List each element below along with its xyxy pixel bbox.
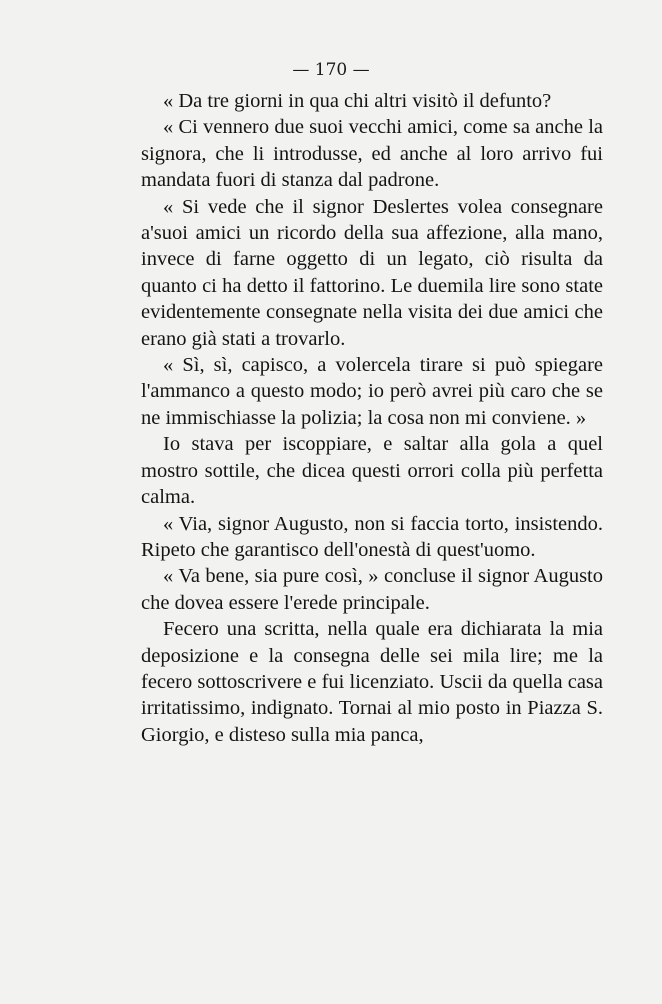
page-number: — 170 — [292,60,370,80]
paragraph: « Sì, sì, capisco, a volercela tirare si può spiegare l'ammanco a questo modo; io però avrei più caro che se ne immischiasse la polizia; la cosa non mi conviene. » [141,354,603,429]
paragraph: Io stava per iscoppiare, e saltar alla gola a quel mostro sottile, che dicea questi orrori colla più perfetta calma. [141,433,603,509]
body-text [141,88,603,748]
paragraph: « Via, signor Augusto, non si faccia torto, insistendo. Ripeto che garantisco dell'onestà di quest'uomo. [141,512,603,561]
paragraph: « Da tre giorni in qua chi altri visitò il defunto? [163,90,552,112]
paragraph: « Ci vennero due suoi vecchi amici, come sa anche la signora, che li introdusse, ed anche al loro arrivo fui mandata fuori di stanza dal padrone. [141,116,603,192]
paragraph: « Va bene, sia pure così, » concluse il signor Augusto che dovea essere l'erede principale. [141,565,603,614]
paragraph: « Si vede che il signor Deslertes volea consegnare a'suoi amici un ricordo della sua affezione, alla mano, invece di farne oggetto di un legato, ciò risulta da quanto ci ha detto il fattorino. Le duemila lire sono state evidentemente consegnate nella visita dei due amici che erano già stati a trovarlo. [141,195,603,350]
paragraph: Fecero una scritta, nella quale era dichiarata la mia deposizione e la consegna delle sei mila lire; me la fecero sottoscrivere e fui licenziato. Uscii da quella casa irritatissimo, indignato. Tornai al mio posto in Piazza S. Giorgio, e disteso sulla mia panca, [141,618,603,746]
